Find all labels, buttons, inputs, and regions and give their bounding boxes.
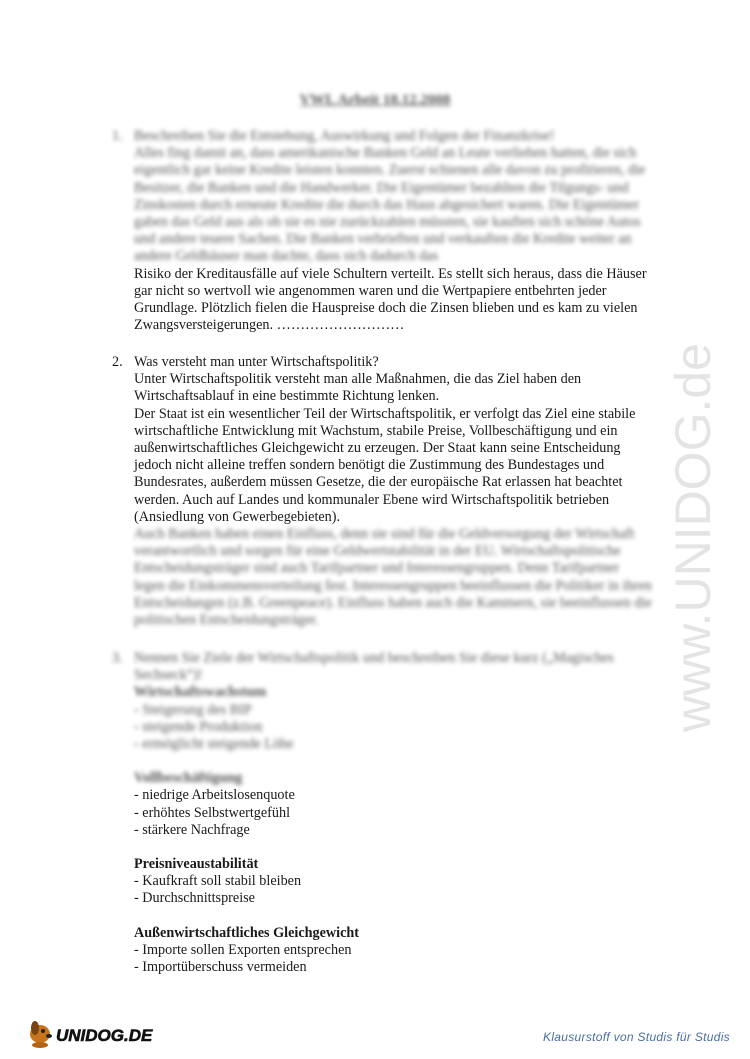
question-number: 3. [112,650,123,666]
document-title: VWL Arbeit 18.12.2008 [299,92,451,108]
question-text: Was versteht man unter Wirtschaftspolitik? [134,354,379,370]
dog-mascot-icon [30,1021,52,1048]
answer-text: Risiko der Kreditausfälle auf viele Schultern verteilt. Es stellt sich heraus, dass die Häuser gar nicht so wertvoll wie angenommen waren und die Wertpapiere entbehrten jeder Grundlage. Plötzlich fielen die Hauspreise doch die Zinsen blieben und es kam zu vielen Zwangsversteigerungen. [134,265,647,334]
goal-item: - steigende Produktion [134,718,263,735]
unidog-logo [26,1010,176,1050]
goal-item: - Durchschnittspreise [134,890,255,907]
goal-item: - Steigerung des BIP [134,701,252,718]
goal-section [134,770,652,839]
question-2 [112,354,652,629]
answer-paragraph: Der Staat ist ein wesentlicher Teil der Wirtschaftspolitik, er verfolgt das Ziel eine stabile wirtschaftliche Entwicklung mit Wachstum, stabile Preise, Vollbeschäftigung und ein außenwirtschaftliches Gleichgewicht zu erzeugen. Der Staat kann seine Entscheidung jedoch nicht alleine treffen sondern benötigt die Zustimmung des Bundestages und Bundesrates, außerdem müssen Gesetze, die der europäische Rat erlassen hat beachtet werden. Auch auf Landes und kommunaler Ebene wird Wirtschaftspolitik betrieben (Ansiedlung von Gewerbegebieten). [134,405,636,525]
goal-item: - ermöglicht steigende Löhe [134,736,294,753]
answer-blurred-text: Alles fing damit an, dass amerikanische Banken Geld an Leute verliehen hatten, die sich eigentlich gar keine Kredite leisten konnten. Zuerst schienen alle davon zu profitieren, die Besitzer, die Banken und die Handwerker. Die Eigentümer bezahlten die Tilgungs- und Zinskosten durch erneute Kredite die durch das Haus abgesichert waren. Die Eigentümer gaben das Geld aus als ob sie es nie zurückzahlen müssten, sie kauften sich schöne Autos und andere teuere Sachen. Die Banken verbrieften und verkauften die Kredite weiter an andere Geldhäuser man dachte, dass sich dadurch das [134,145,646,265]
question-1 [112,128,652,334]
goal-heading: Preisniveaustabilität [134,856,259,873]
question-number: 2. [112,354,123,370]
goal-heading: Vollbeschäftigung [134,770,243,787]
answer-blurred-text: Auch Banken haben einen Einfluss, denn sie sind für die Geldversorgung der Wirtschaft verantwortlich und sorgen für eine Geldwertstabilität in der EU. Wirtschaftspolitische Entscheidungsträger sind auch Tarifpartner und Interessengruppen. Denn Tarifpartner legen die Einkommensverteilung fest. Interessengruppen beeinflussen die Politiker in ihren Entscheidungen (z.B. Greenpeace). Einfluss haben auch die Kammern, sie beeinflussen die politischen Entscheidungsträger. [134,526,652,629]
goal-section [134,925,652,977]
watermark-text: www.UNIDOG.de [665,343,721,732]
goal-heading: Außenwirtschaftliches Gleichgewicht [134,924,360,941]
goal-item: - Importüberschuss vermeiden [134,959,307,976]
footer-slogan: Klausurstoff von Studis für Studis [543,1030,730,1044]
question-text: Nennen Sie Ziele der Wirtschaftspolitik und beschreiben Sie diese kurz („Magisches Sechseck“)! [134,650,614,684]
goal-section [134,856,652,908]
goal-section [134,684,652,753]
watermark-graphic [648,280,738,740]
goal-item: - stärkere Nachfrage [134,821,250,838]
ellipsis: ……………………… [276,317,405,334]
goal-item: - niedrige Arbeitslosenquote [134,787,295,804]
question-number: 1. [112,128,123,144]
question-text: Beschreiben Sie die Entstehung, Auswirkung und Folgen der Finanzkrise! [134,128,555,144]
goal-item: - erhöhtes Selbstwertgefühl [134,804,291,821]
logo-text: UNIDOG.DE [56,1026,153,1045]
answer-visible-text [134,266,652,335]
goal-item: - Importe sollen Exporten entsprechen [134,941,352,958]
answer-paragraph: Unter Wirtschaftspolitik versteht man alle Maßnahmen, die das Ziel haben den Wirtschaftsablauf in eine bestimmte Richtung lenken. [134,371,582,405]
question-3 [112,650,652,976]
goal-heading: Wirtschaftswachstum [134,684,267,701]
goal-item: - Kaufkraft soll stabil bleiben [134,873,302,890]
watermark [648,280,738,740]
